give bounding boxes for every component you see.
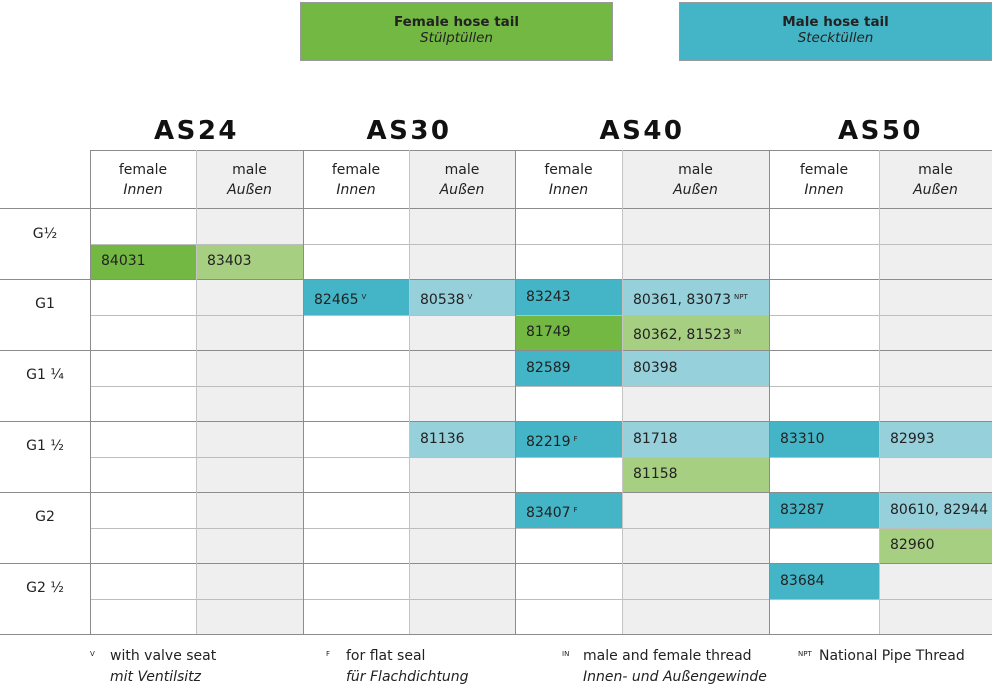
table-rule <box>90 244 992 245</box>
cell-as40-male-g1-half: 81718 <box>622 422 769 457</box>
table-rule <box>0 421 992 422</box>
footnote-text-de: Innen- und Außengewinde <box>583 669 767 685</box>
row-label-g1: G1 <box>35 296 55 312</box>
row-label-g1-quarter: G1 ¼ <box>26 367 64 383</box>
column-header-female <box>303 160 409 200</box>
table-rule <box>0 208 992 209</box>
legend-male-hose-tail <box>679 2 992 61</box>
header-label: female <box>544 162 593 178</box>
cell-as40-female-g1: 83243 <box>515 280 622 315</box>
cell-as50-male-g2: 80610, 82944 <box>879 493 992 528</box>
footnote-flat-seal <box>326 646 469 688</box>
cell-as50-female-g1-half: 83310 <box>769 422 879 457</box>
cell-as30-female-g1: 82465 $^V$ <box>303 280 409 315</box>
footnote-mark-f: F <box>326 650 331 658</box>
cell-as50-male-g1-half: 82993 <box>879 422 992 457</box>
header-label-de: Außen <box>439 182 485 198</box>
footnote-text: male and female thread <box>583 648 752 664</box>
row-label-g1-half: G1 ½ <box>26 438 64 454</box>
cell-as30-male-g1: 80538 $^V$ <box>409 280 515 315</box>
table-rule <box>90 386 992 387</box>
legend-male-title: Male hose tail <box>782 14 889 30</box>
cell-as24-male-g-half: 83403 <box>196 244 303 279</box>
footnote-text: for flat seal <box>346 648 426 664</box>
legend-male-subtitle: Stecktüllen <box>797 30 874 46</box>
table-rule <box>196 150 197 634</box>
column-header-male <box>409 160 515 200</box>
cell-as40-male-g1-half-b: 81158 <box>622 457 769 492</box>
table-rule <box>0 492 992 493</box>
column-header-female <box>515 160 622 200</box>
cell-as40-female-g2: 83407 $^F$ <box>515 493 622 528</box>
cell-as50-male-g2-b: 82960 <box>879 528 992 563</box>
footnote-mark-in: IN <box>562 650 570 658</box>
header-label: female <box>118 162 168 178</box>
header-label-de: Außen <box>673 182 718 198</box>
header-label: male <box>678 162 713 178</box>
cell-as40-male-g1-quarter: 80398 <box>622 351 769 386</box>
table-rule <box>90 599 992 600</box>
table-rule <box>303 150 304 634</box>
footnote-male-female-thread <box>562 646 767 688</box>
footnote-text-de: für Flachdichtung <box>346 669 469 685</box>
footnote-text: with valve seat <box>110 648 217 664</box>
column-header-male <box>196 160 303 200</box>
legend-female-subtitle: Stülptüllen <box>420 30 493 46</box>
column-header-female <box>90 160 196 200</box>
header-label-de: Außen <box>913 182 958 198</box>
cell-as40-female-g1-quarter: 82589 <box>515 351 622 386</box>
footnote-valve-seat <box>90 646 216 688</box>
table-rule <box>90 528 992 529</box>
cell-as40-female-g1-half: 82219 $^F$ <box>515 422 622 457</box>
footnote-mark-v: V <box>90 650 95 658</box>
cell-as40-male-g1: 80361, 83073 $^{NPT}$ <box>622 280 769 315</box>
table-rule <box>90 150 91 634</box>
cell-as24-female-g-half: 84031 <box>90 244 196 279</box>
footnote-npt <box>798 646 965 667</box>
cell-as50-female-g2-half: 83684 <box>769 564 879 599</box>
header-label-de: Innen <box>336 182 376 198</box>
header-label: female <box>799 162 849 178</box>
header-label-de: Innen <box>123 182 163 198</box>
header-label: female <box>331 162 381 178</box>
table-rule <box>0 563 992 564</box>
table-rule <box>90 150 992 151</box>
series-as24: AS24 <box>153 116 240 146</box>
male-column-shade <box>409 150 515 634</box>
series-as30: AS30 <box>366 116 452 146</box>
series-as50: AS50 <box>837 116 924 146</box>
header-label-de: Innen <box>804 182 844 198</box>
cell-as30-male-g1-half: 81136 <box>409 422 515 457</box>
header-label-de: Außen <box>227 182 272 198</box>
legend-female-title: Female hose tail <box>393 14 520 30</box>
footnote-mark-npt: NPT <box>798 650 812 658</box>
footnote-text-de: mit Ventilsitz <box>110 669 201 685</box>
table-rule <box>90 457 992 458</box>
header-label: male <box>232 162 267 178</box>
column-header-male <box>879 160 992 200</box>
header-label: male <box>444 162 480 178</box>
male-column-shade <box>622 150 769 634</box>
cell-as40-male-g1-b: 80362, 81523 $^{IN}$ <box>622 315 769 350</box>
series-as40: AS40 <box>599 116 685 146</box>
cell-as40-female-g1-b: 81749 <box>515 315 622 350</box>
column-header-female <box>769 160 879 200</box>
table-rule <box>622 150 623 634</box>
legend-female-hose-tail <box>300 2 613 61</box>
male-column-shade <box>196 150 303 634</box>
footnote-text: National Pipe Thread <box>819 648 965 664</box>
table-rule <box>769 150 770 634</box>
table-rule <box>879 150 880 634</box>
table-rule <box>90 315 992 316</box>
table-rule <box>0 279 992 280</box>
table-rule <box>0 350 992 351</box>
header-label: male <box>918 162 953 178</box>
table-rule <box>0 634 992 635</box>
header-label-de: Innen <box>548 182 589 198</box>
cell-as50-female-g2: 83287 <box>769 493 879 528</box>
row-label-g2-half: G2 ½ <box>26 580 64 596</box>
row-label-g2: G2 <box>35 509 55 525</box>
column-header-male <box>622 160 769 200</box>
row-label-g-half: G½ <box>32 226 58 242</box>
table-rule <box>515 150 516 634</box>
table-rule <box>409 150 410 634</box>
